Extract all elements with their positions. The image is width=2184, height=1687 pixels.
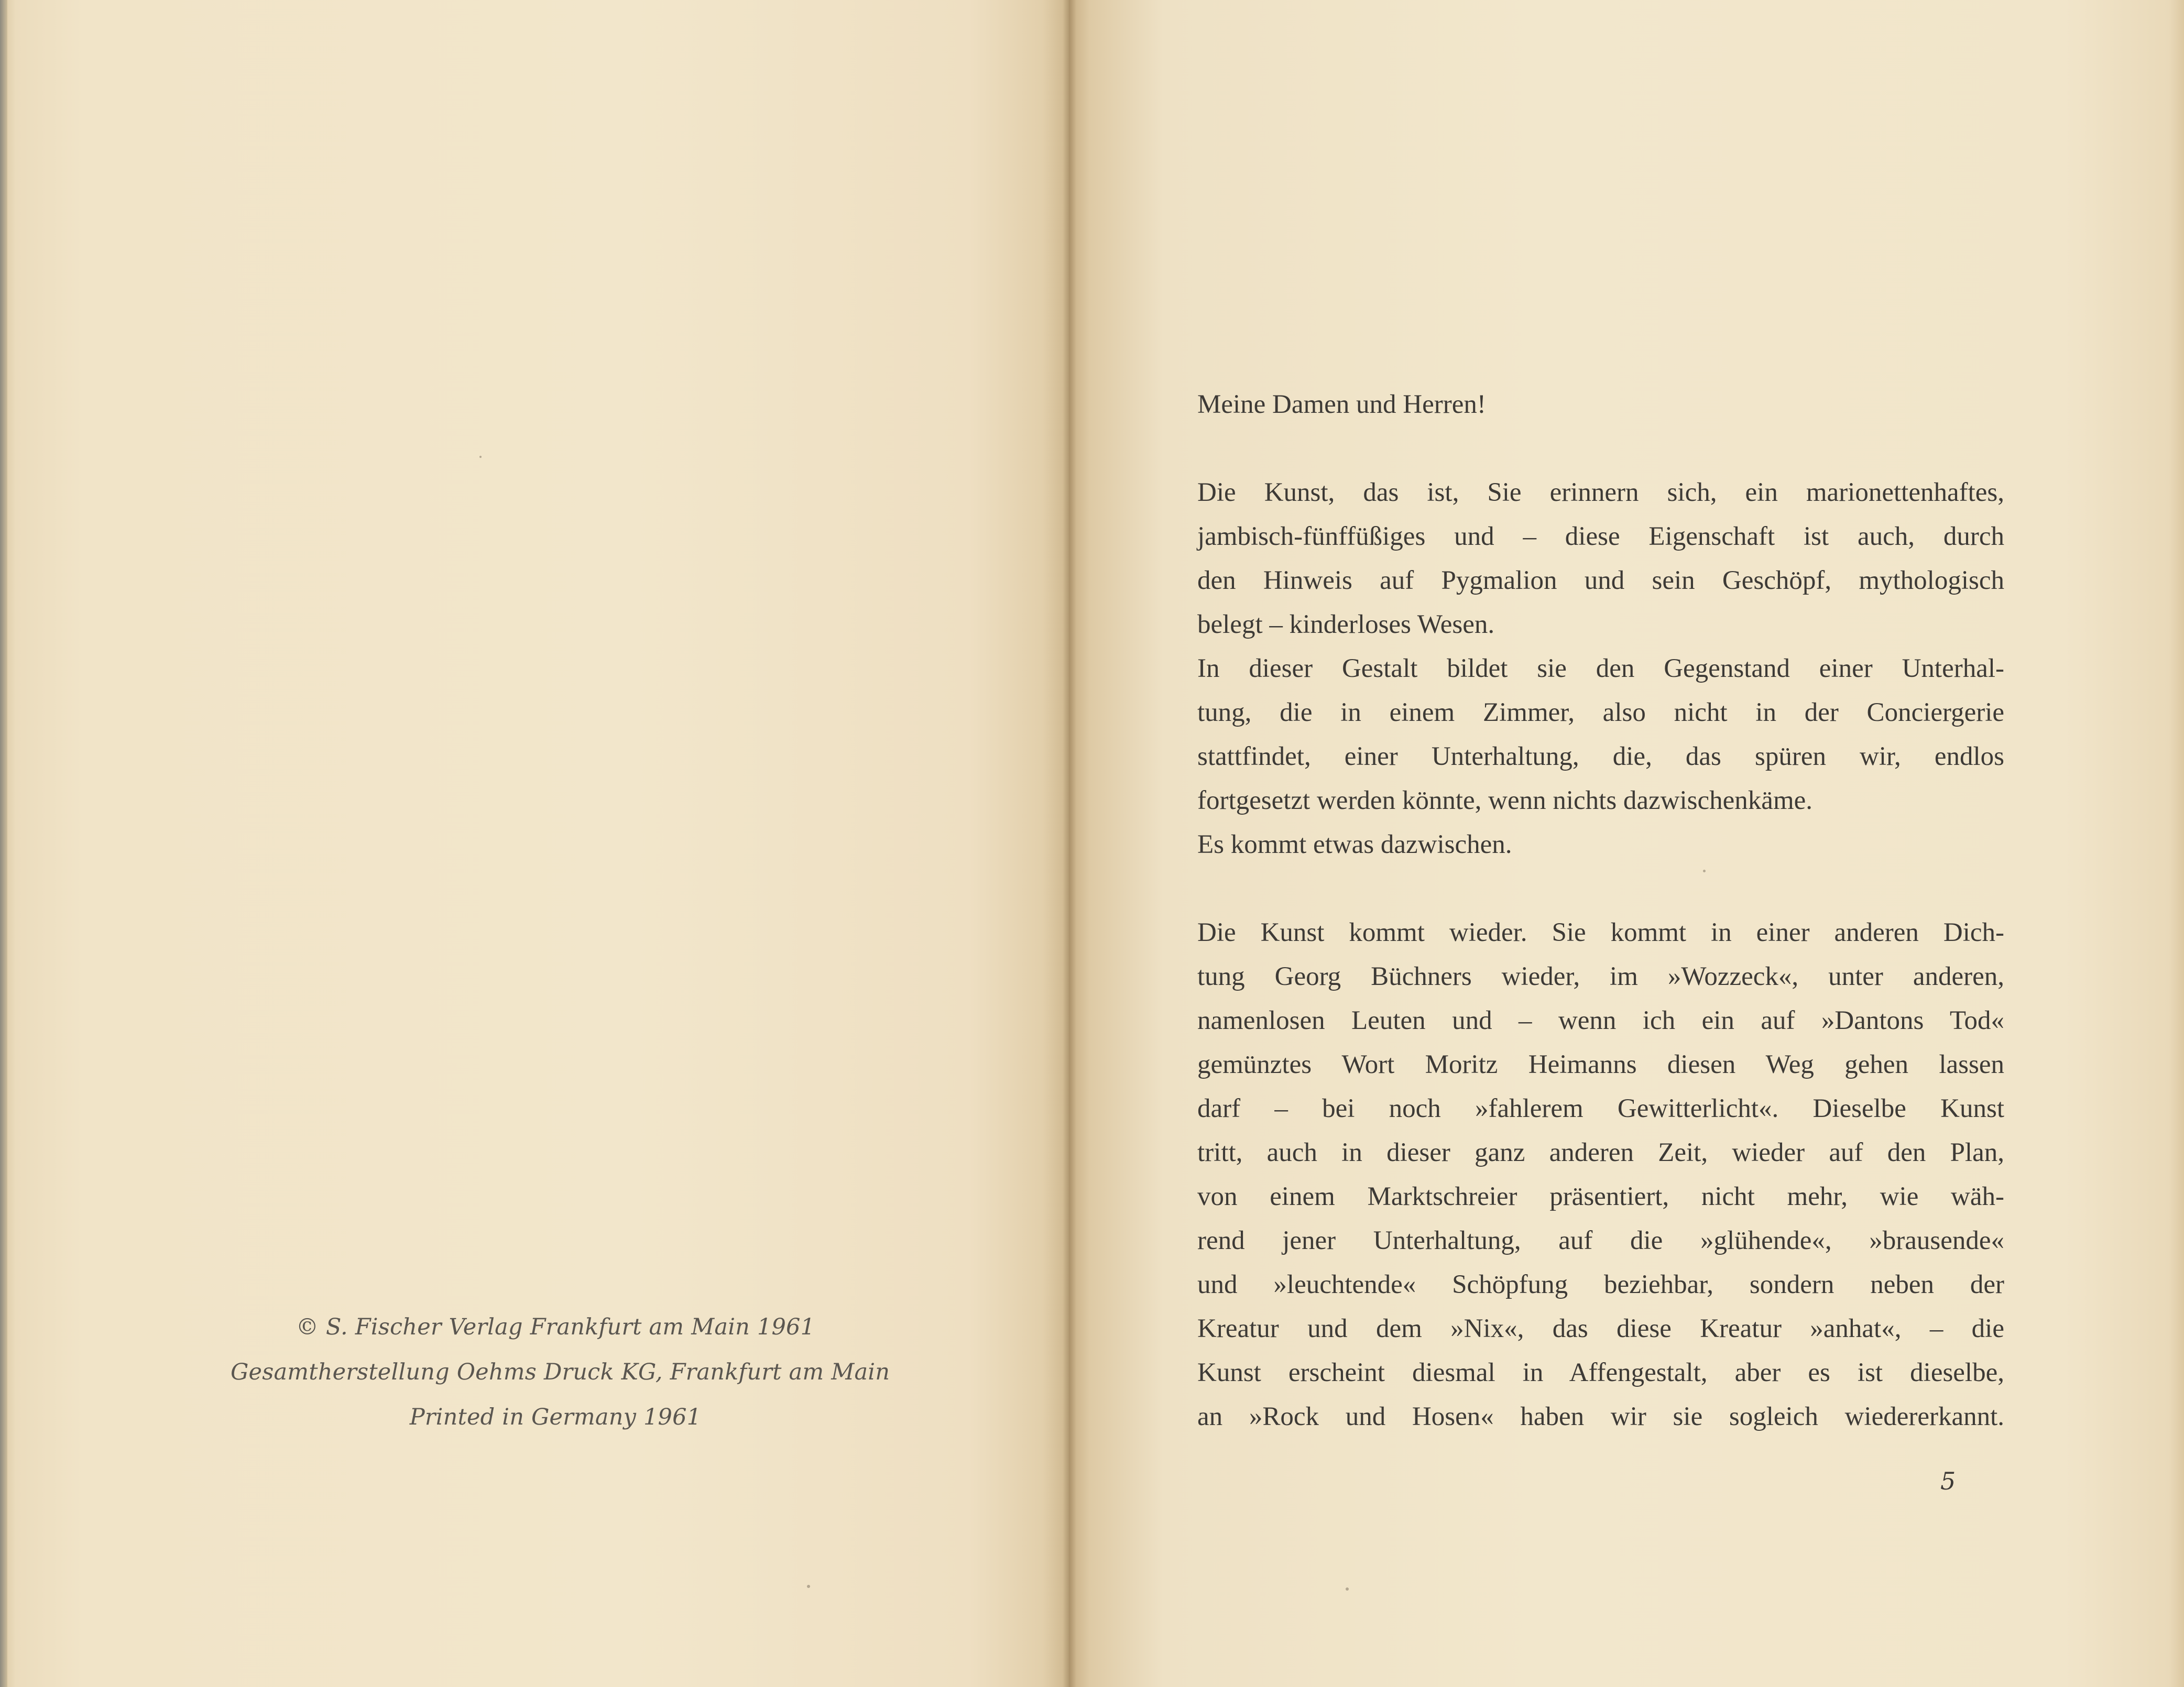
paper-speck	[479, 456, 482, 458]
text-line: Es kommt etwas dazwischen.	[1197, 830, 1512, 859]
imprint-line-printed: Printed in Germany 1961	[409, 1404, 702, 1430]
left-page	[0, 0, 1069, 1687]
text-line: belegt – kinderloses Wesen.	[1197, 610, 1495, 639]
text-line: namenlosen Leuten und – wenn ich ein auf »Dantons Tod«	[1197, 1006, 2004, 1035]
paragraph-1	[1197, 470, 2004, 867]
text-line: tung Georg Büchners wieder, im »Wozzeck«, unter anderen,	[1197, 962, 2004, 991]
text-line: den Hinweis auf Pygmalion und sein Geschöpf, mythologisch	[1197, 566, 2004, 595]
text-line: In dieser Gestalt bildet sie den Gegenstand einer Unterhal-	[1197, 654, 2004, 683]
paper-speck	[1703, 870, 1706, 872]
page-number: 5	[1940, 1467, 1956, 1495]
paper-speck	[1346, 1587, 1349, 1591]
text-line: tung, die in einem Zimmer, also nicht in der Conciergerie	[1197, 698, 2004, 727]
imprint-line-copyright: © S. Fischer Verlag Frankfurt am Main 1961	[296, 1314, 815, 1340]
salutation: Meine Damen und Herren!	[1197, 390, 1486, 419]
text-line: gemünztes Wort Moritz Heimanns diesen Weg gehen lassen	[1197, 1050, 2004, 1079]
text-line: fortgesetzt werden könnte, wenn nichts dazwischenkäme.	[1197, 786, 1812, 815]
paragraph-gap	[1197, 426, 2004, 470]
text-line: stattfindet, einer Unterhaltung, die, das spüren wir, endlos	[1197, 742, 2004, 771]
text-line: Kreatur und dem »Nix«, das diese Kreatur »anhat«, – die	[1197, 1314, 2004, 1343]
paper-speck	[807, 1585, 810, 1588]
book-gutter	[1063, 0, 1076, 1687]
text-line: an »Rock und Hosen« haben wir sie sogleich wiedererkannt.	[1197, 1402, 2004, 1431]
paragraph-2	[1197, 911, 2004, 1439]
body-text	[1197, 382, 2004, 1439]
page-edge	[0, 0, 7, 1687]
text-line: Die Kunst kommt wieder. Sie kommt in einer anderen Dich-	[1197, 918, 2004, 947]
paragraph-gap	[1197, 867, 2004, 911]
text-line: und »leuchtende« Schöpfung beziehbar, sondern neben der	[1197, 1270, 2004, 1299]
text-line: Die Kunst, das ist, Sie erinnern sich, ein marionettenhaftes,	[1197, 478, 2004, 507]
imprint-line-production: Gesamtherstellung Oehms Druck KG, Frankfurt am Main	[231, 1359, 890, 1385]
text-line: darf – bei noch »fahlerem Gewitterlicht«. Dieselbe Kunst	[1197, 1094, 2004, 1123]
text-line: von einem Marktschreier präsentiert, nicht mehr, wie wäh-	[1197, 1182, 2004, 1211]
text-line: tritt, auch in dieser ganz anderen Zeit, wieder auf den Plan,	[1197, 1138, 2004, 1167]
text-line: rend jener Unterhaltung, auf die »glühende«, »brausende«	[1197, 1226, 2004, 1255]
text-line: Kunst erscheint diesmal in Affengestalt, aber es ist dieselbe,	[1197, 1358, 2004, 1387]
imprint-block	[231, 1305, 890, 1440]
text-line: jambisch-fünffüßiges und – diese Eigenschaft ist auch, durch	[1197, 522, 2004, 551]
